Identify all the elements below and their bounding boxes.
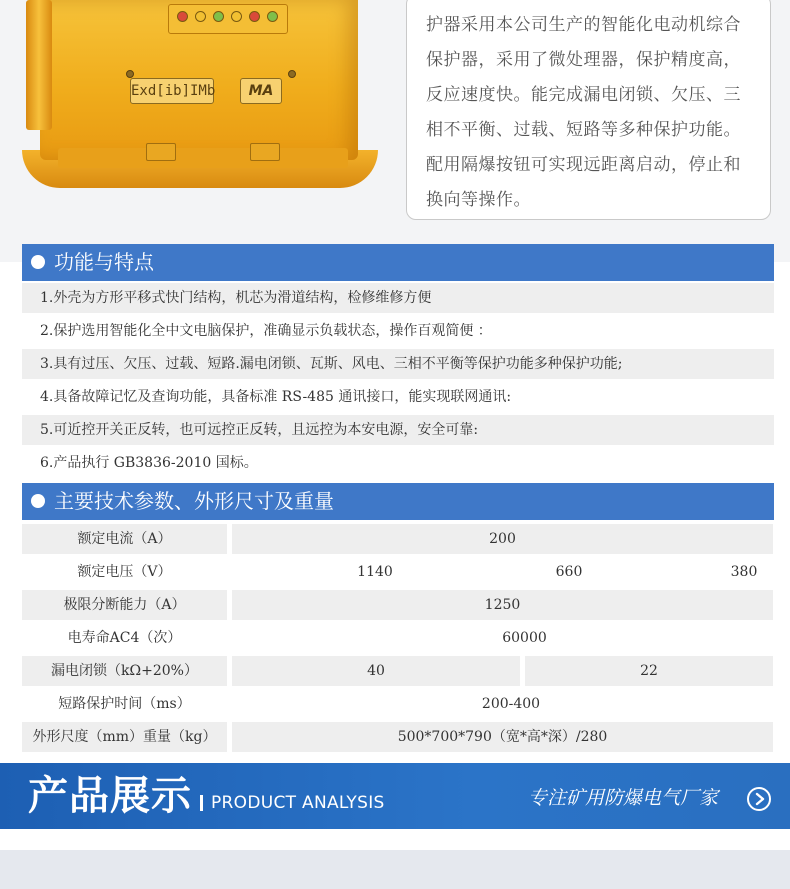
indicator-led: [213, 11, 224, 22]
specs-header: [22, 483, 774, 520]
arrow-right-icon[interactable]: [747, 787, 771, 811]
product-description: [426, 8, 756, 218]
indicator-led: [195, 11, 206, 22]
feature-item: 6.产品执行 GB3836-2010 国标。: [40, 455, 258, 471]
spec-value: 60000: [502, 630, 547, 646]
spec-label: 外形尺度（mm）重量（kg）: [22, 722, 227, 752]
spec-label: 漏电闭锁（kΩ+20%）: [22, 656, 227, 686]
bullet-icon: [31, 494, 45, 508]
description-line: 反应速度快。能完成漏电闭锁、欠压、三: [426, 85, 741, 105]
spec-value: 22: [525, 656, 773, 686]
indicator-led: [231, 11, 242, 22]
feature-item: 3.具有过压、欠压、过载、短路.漏电闭锁、瓦斯、风电、三相不平衡等保护功能多种保护功能;: [22, 349, 774, 379]
spec-value: 40: [232, 656, 520, 686]
banner-slogan: 专注矿用防爆电气厂家: [528, 787, 719, 809]
spec-value: 1140: [357, 564, 393, 580]
door-clip: [146, 143, 176, 161]
spec-value: 200: [232, 524, 773, 554]
feature-item: 5.可近控开关正反转，也可远控正反转，且远控为本安电源，安全可靠:: [22, 415, 774, 445]
spec-value: 500*700*790（宽*高*深）/280: [232, 722, 773, 752]
feature-item: 1.外壳为方形平移式快门结构，机芯为滑道结构，检修维修方便: [22, 283, 774, 313]
divider: [200, 795, 203, 811]
spec-value: 380: [730, 564, 758, 580]
indicator-led: [177, 11, 188, 22]
product-showcase-banner: [0, 763, 790, 829]
product-image: [18, 0, 378, 195]
description-line: 相不平衡、过载、短路等多种保护功能。: [426, 120, 741, 140]
indicator-panel: [168, 4, 288, 34]
spec-value: 1250: [232, 590, 773, 620]
spec-value: 660: [555, 564, 583, 580]
banner-subtitle: PRODUCT ANALYSIS: [211, 793, 385, 813]
spec-label: 电寿命AC4（次）: [67, 630, 182, 646]
description-line: 保护器，采用了微处理器，保护精度高，: [426, 50, 741, 70]
product-overview: [0, 0, 790, 262]
spec-value: 200-400: [481, 696, 541, 712]
bullet-icon: [31, 255, 45, 269]
ma-nameplate: MA: [240, 78, 282, 104]
description-line: 配用隔爆按钮可实现远距离启动，停止和: [426, 155, 741, 175]
feature-item: 4.具备故障记忆及查询功能，具备标准 RS-485 通讯接口，能实现联网通讯:: [40, 389, 512, 405]
chevron-right-icon: [753, 792, 767, 806]
spec-label: 短路保护时间（ms）: [58, 696, 191, 712]
description-line: 换向等操作。: [426, 190, 531, 210]
bottom-strip: [0, 850, 790, 889]
indicator-led: [267, 11, 278, 22]
indicator-led: [249, 11, 260, 22]
spec-label: 额定电流（A）: [22, 524, 227, 554]
spec-label: 额定电压（V）: [77, 564, 172, 580]
door-clip: [250, 143, 280, 161]
feature-item: 2.保护选用智能化全中文电脑保护，准确显示负载状态，操作百观简便 ：: [40, 323, 492, 339]
section-title: 功能与特点: [54, 250, 154, 274]
section-title: 主要技术参数、外形尺寸及重量: [54, 489, 334, 513]
product-base-plate: [58, 148, 348, 168]
spec-label: 极限分断能力（A）: [22, 590, 227, 620]
bolt: [126, 70, 134, 78]
features-header: [22, 244, 774, 281]
product-hinge: [26, 0, 52, 130]
description-line: 护器采用本公司生产的智能化电动机综合: [426, 15, 741, 35]
bolt: [288, 70, 296, 78]
explosion-proof-nameplate: Exd[ib]IMb: [130, 78, 214, 104]
banner-title: 产品展示: [28, 772, 192, 819]
